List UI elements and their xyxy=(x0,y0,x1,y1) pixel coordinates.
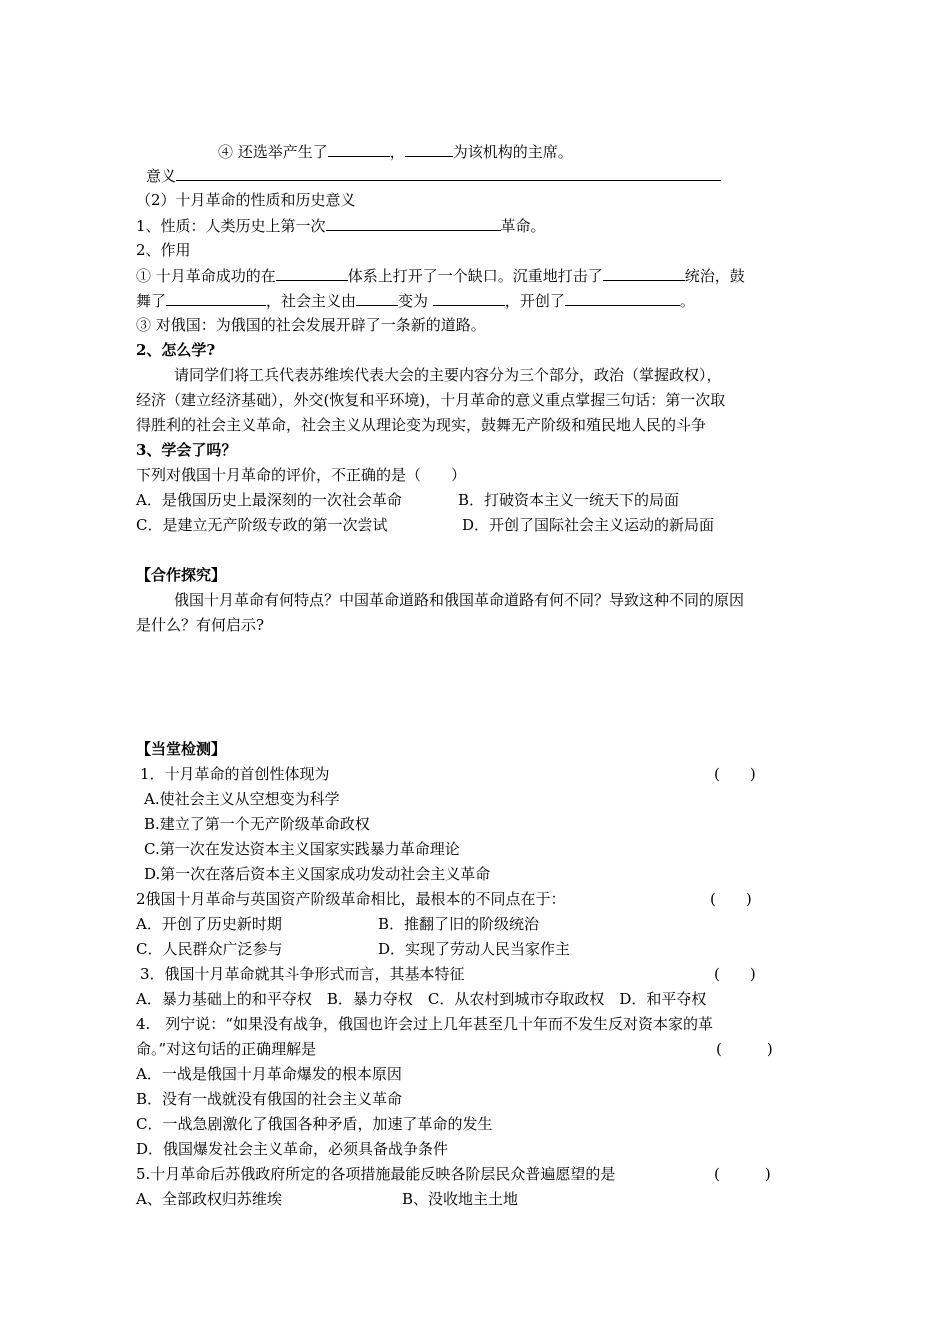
item-4-line: ④ 还选举产生了 ， 为该机构的主席。 xyxy=(218,143,573,161)
q3-options: A．暴力基础上的和平夺权 B．暴力夺权 C．从农村到城市夺取政权 D．和平夺权 xyxy=(136,990,707,1008)
learned-option-c: C．是建立无产阶级专政的第一次尝试 xyxy=(136,516,388,534)
q2-answer-paren: ( ) xyxy=(710,890,752,908)
q1-option-a: A.使社会主义从空想变为科学 xyxy=(144,790,340,808)
blank xyxy=(176,165,721,181)
how-line-2: 经济（建立经济基础），外交(恢复和平环境)，十月革命的意义重点掌握三句话：第一次取 xyxy=(136,391,726,409)
q4-option-c: C．一战急剧激化了俄国各种矛盾，加速了革命的发生 xyxy=(136,1115,493,1133)
q2-option-d: D．实现了劳动人民当家作主 xyxy=(378,940,571,958)
q5-option-a: A、全部政权归苏维埃 xyxy=(136,1190,282,1208)
blank xyxy=(433,290,505,306)
q1-option-d: D.第一次在落后资本主义国家成功发动社会主义革命 xyxy=(144,865,491,883)
q2-option-c: C．人民群众广泛参与 xyxy=(136,940,283,958)
learned-question: 下列对俄国十月革命的评价，不正确的是（ ） xyxy=(136,466,467,484)
q1-answer-paren: ( ) xyxy=(714,765,756,783)
nature-a1: ① 十月革命成功的在 体系上打开了一个缺口。沉重地打击了 统治，鼓 xyxy=(136,267,745,285)
nature-p2: 2、作用 xyxy=(136,241,191,259)
blank xyxy=(276,265,348,281)
q4-stem-line-1: 4. 列宁说：“如果没有战争，俄国也许会过上几年甚至几十年而不发生反对资本家的革 xyxy=(136,1015,713,1033)
blank xyxy=(166,290,266,306)
blank xyxy=(326,215,501,231)
q1-option-b: B.建立了第一个无产阶级革命政权 xyxy=(144,815,370,833)
q2-stem: 2俄国十月革命与英国资产阶级革命相比，最根本的不同点在于： xyxy=(136,890,566,908)
q4-option-b: B．没有一战就没有俄国的社会主义革命 xyxy=(136,1090,403,1108)
nature-p1: 1、性质：人类历史上第一次 革命。 xyxy=(136,217,546,235)
q4-answer-paren: ( ) xyxy=(716,1040,773,1058)
coop-line-1: 俄国十月革命有何特点？中国革命道路和俄国革命道路有何不同？导致这种不同的原因 xyxy=(174,591,745,609)
test-heading: 【当堂检测】 xyxy=(136,740,227,758)
meaning-line: 意义 xyxy=(146,165,721,186)
blank xyxy=(565,290,680,306)
learned-option-a: A．是俄国历史上最深刻的一次社会革命 xyxy=(136,491,402,509)
how-line-3: 得胜利的社会主义革命，社会主义从理论变为现实，鼓舞无产阶级和殖民地人民的斗争 xyxy=(136,416,707,434)
q4-stem-line-2: 命。”对这句话的正确理解是 xyxy=(136,1040,317,1058)
coop-line-2: 是什么？有何启示? xyxy=(136,616,265,634)
learned-heading: 3、学会了吗？ xyxy=(136,441,237,459)
q5-stem: 5.十月革命后苏俄政府所定的各项措施最能反映各阶层民众普遍愿望的是 xyxy=(136,1165,616,1183)
q3-answer-paren: ( ) xyxy=(714,965,756,983)
q2-option-b: B．推翻了旧的阶级统治 xyxy=(378,915,540,933)
q5-answer-paren: ( ) xyxy=(714,1165,771,1183)
q1-option-c: C.第一次在发达资本主义国家实践暴力革命理论 xyxy=(144,840,460,858)
nature-heading: （2）十月革命的性质和历史意义 xyxy=(136,191,356,209)
blank xyxy=(603,265,685,281)
nature-a2: 舞了 ，社会主义由 变为 ，开创了 。 xyxy=(136,292,695,310)
q4-option-d: D．俄国爆发社会主义革命，必须具备战争条件 xyxy=(136,1140,449,1158)
q4-option-a: A．一战是俄国十月革命爆发的根本原因 xyxy=(136,1065,402,1083)
learned-option-d: D．开创了国际社会主义运动的新局面 xyxy=(462,516,715,534)
q3-stem: 3．俄国十月革命就其斗争形式而言，其基本特征 xyxy=(140,965,465,983)
q5-option-b: B、没收地主土地 xyxy=(402,1190,519,1208)
blank xyxy=(405,141,453,157)
nature-a3: ③ 对俄国：为俄国的社会发展开辟了一条新的道路。 xyxy=(136,316,486,334)
blank xyxy=(328,141,390,157)
coop-heading: 【合作探究】 xyxy=(136,566,227,584)
how-heading: 2、怎么学? xyxy=(136,341,216,359)
how-line-1: 请同学们将工兵代表苏维埃代表大会的主要内容分为三个部分，政治（掌握政权）， xyxy=(174,366,722,384)
blank xyxy=(356,290,398,306)
q1-stem: 1．十月革命的首创性体现为 xyxy=(140,765,330,783)
learned-option-b: B．打破资本主义一统天下的局面 xyxy=(458,491,680,509)
q2-option-a: A．开创了历史新时期 xyxy=(136,915,282,933)
